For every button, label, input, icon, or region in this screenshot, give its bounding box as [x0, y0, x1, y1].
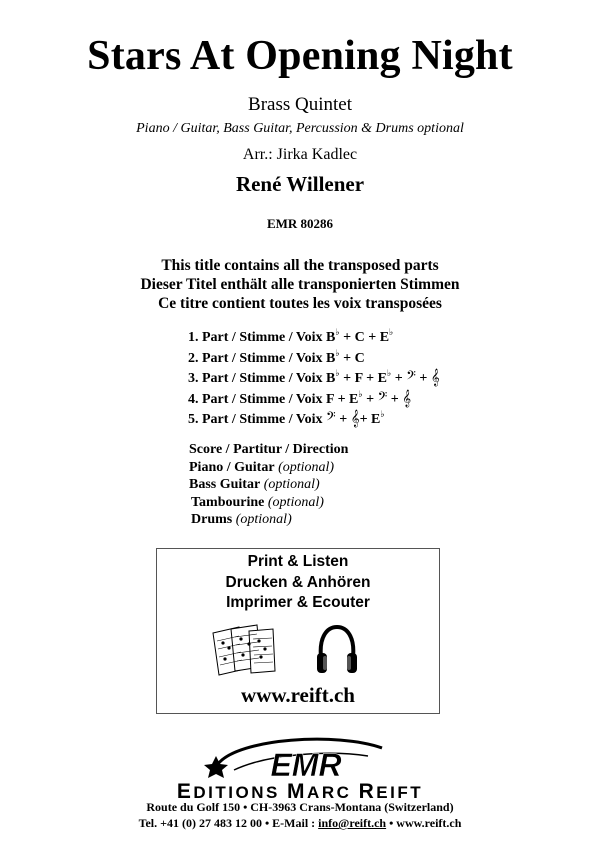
piano-item [189, 459, 348, 477]
publisher-initial: M [287, 780, 308, 803]
part-1-label: 1. Part / Stimme / Voix B [188, 330, 336, 345]
treble-clef-icon: 𝄞 [350, 409, 360, 427]
publisher-address: Route du Golf 150 • CH-3963 Crans-Montana (Switzerland) [146, 800, 454, 814]
parts-list [188, 322, 440, 425]
transposed-note-fr: Ce titre contient toutes les voix transposées [158, 295, 442, 312]
part-3 [188, 363, 440, 384]
optional-label: (optional) [235, 512, 292, 528]
bass-clef-icon: 𝄢 [377, 388, 388, 407]
flat-sign: ♭ [380, 409, 385, 419]
tambourine-label: Tambourine [191, 494, 265, 510]
transposed-note-de: Dieser Titel enthält alle transponierten Stimmen [140, 276, 460, 293]
plus-sign: + [362, 391, 378, 407]
part-5-label: 5. Part / Stimme / Voix [188, 412, 327, 427]
bass-label: Bass Guitar [189, 477, 261, 493]
flat-sign: ♭ [335, 347, 340, 358]
transposed-note-en: This title contains all the transposed parts [161, 257, 439, 274]
publisher-text: ARC [307, 783, 359, 802]
treble-clef-icon: 𝄞 [402, 388, 412, 407]
plus-sign: + [415, 371, 431, 386]
optional-label: (optional) [278, 459, 335, 475]
sheet-music-icon [209, 623, 279, 682]
part-3-label: 3. Part / Stimme / Voix B [188, 371, 336, 386]
part-2 [188, 343, 440, 364]
drums-item [189, 511, 348, 529]
drums-label: Drums [191, 512, 233, 528]
print-listen-en: Print & Listen [247, 553, 349, 570]
flat-sign: ♭ [386, 368, 392, 378]
transposed-note [0, 256, 600, 313]
composer-name: René Willener [235, 172, 365, 196]
plus-sign: + [387, 391, 403, 407]
plus-sign: + [391, 371, 407, 386]
tambourine-item [189, 494, 348, 512]
part-1 [188, 322, 440, 343]
flat-sign: ♭ [389, 327, 394, 337]
print-listen-box [156, 548, 440, 714]
flat-sign: ♭ [358, 388, 363, 399]
part-5-text: + E [359, 412, 381, 427]
publisher-contact [0, 816, 600, 831]
part-5 [188, 404, 440, 425]
optional-label: (optional) [263, 477, 320, 493]
print-listen-fr: Imprimer & Ecouter [226, 594, 370, 611]
email-link[interactable]: info@reift.ch [318, 816, 387, 830]
bass-clef-icon: 𝄢 [326, 409, 336, 427]
part-4-label: 4. Part / Stimme / Voix F + E [188, 391, 359, 407]
flat-sign: ♭ [335, 327, 340, 337]
instrumentation-note: Piano / Guitar, Bass Guitar, Percussion & Drums optional [136, 121, 464, 136]
plus-sign: + [335, 412, 351, 427]
website-url[interactable]: www.reift.ch [241, 683, 355, 707]
ensemble-subtitle: Brass Quintet [248, 94, 352, 115]
contact-website: • www.reift.ch [386, 816, 462, 830]
treble-clef-icon: 𝄞 [430, 368, 440, 386]
part-1-text: + C + E [339, 330, 390, 345]
score-list [189, 441, 348, 529]
piano-label: Piano / Guitar [189, 459, 275, 475]
optional-label: (optional) [267, 494, 324, 510]
print-listen-de: Drucken & Anhören [225, 573, 371, 591]
print-listen-text [157, 552, 439, 614]
part-4 [188, 384, 440, 405]
bass-clef-icon: 𝄢 [406, 368, 416, 386]
part-2-label: 2. Part / Stimme / Voix B [188, 350, 336, 366]
part-2-text: + C [339, 350, 365, 366]
publisher-text: EIFT [376, 783, 424, 802]
arranger-credit: Arr.: Jirka Kadlec [242, 146, 358, 163]
bass-item [189, 476, 348, 494]
part-3-text: + F + E [339, 371, 387, 386]
publisher-text: DITIONS [193, 783, 288, 802]
score-item [189, 441, 348, 459]
score-label: Score / Partitur / Direction [189, 442, 349, 457]
svg-text:EMR: EMR [270, 747, 342, 782]
contact-phone: Tel. +41 (0) 27 483 12 00 • E-Mail : [138, 816, 319, 830]
headphones-icon [315, 623, 359, 682]
publisher-initial: R [358, 780, 377, 803]
page-title: Stars At Opening Night [87, 33, 513, 79]
flat-sign: ♭ [335, 368, 340, 378]
publisher-initial: E [176, 780, 194, 803]
catalog-number: EMR 80286 [266, 216, 334, 231]
